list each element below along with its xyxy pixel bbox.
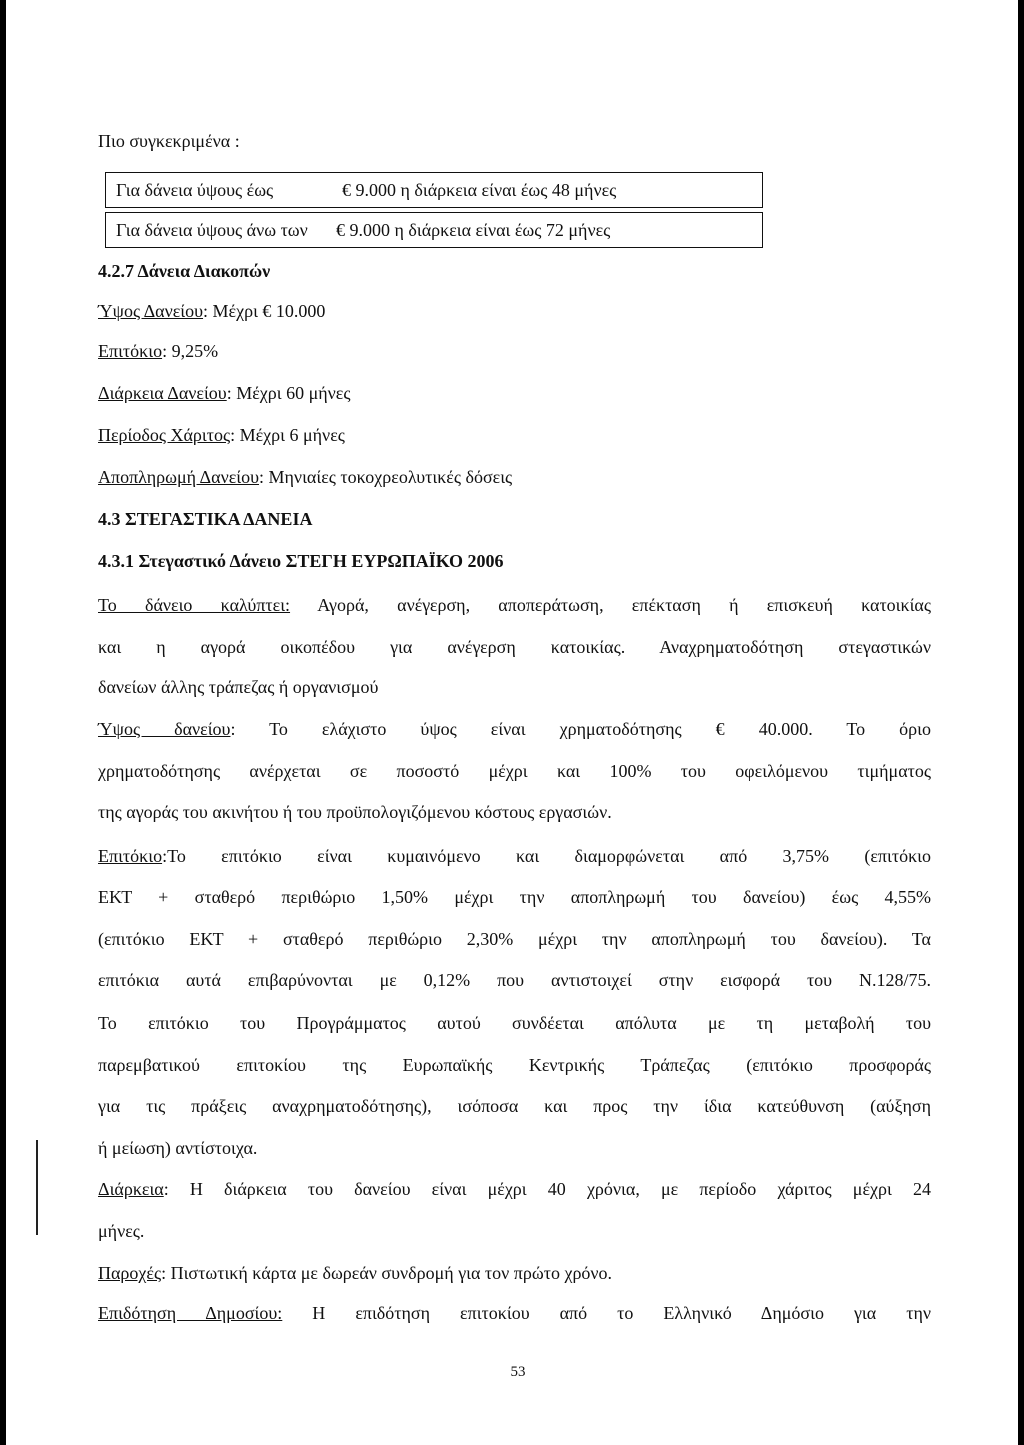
field-label: Διάρκεια Δανείου — [98, 383, 227, 403]
table-cell-right: € 9.000 η διάρκεια είναι έως 72 μήνες — [336, 220, 611, 240]
amount-line-1: Ύψος δανείου: Το ελάχιστο ύψος είναι χρηματοδότησης € 40.000. Το όριο — [98, 719, 931, 739]
field-label: Παροχές — [98, 1263, 162, 1283]
field-value: : Μηνιαίες τοκοχρεολυτικές δόσεις — [259, 467, 513, 487]
covers-line-2: και η αγορά οικοπέδου για ανέγερση κατοικίας. Αναχρηματοδότηση στεγαστικών — [98, 637, 931, 657]
repayment-line — [98, 466, 512, 488]
field-value: : Μέχρι € 10.000 — [203, 301, 326, 321]
intro-text: Πιο συγκεκριμένα : — [98, 131, 240, 151]
rate-line-4: επιτόκια αυτά επιβαρύνονται με 0,12% που αντιστοιχεί στην εισφορά του Ν.128/75. — [98, 970, 931, 990]
section-heading-4-3-1: 4.3.1 Στεγαστικό Δάνειο ΣΤΕΓΗ ΕΥΡΩΠΑΪΚΟ 2006 — [98, 551, 504, 571]
rate-line-2: ΕΚΤ + σταθερό περιθώριο 1,50% μέχρι την αποπληρωμή του δανείου) έως 4,55% — [98, 887, 931, 907]
field-label: Ύψος δανείου — [98, 719, 231, 739]
table-cell-left: Για δάνεια ύψους έως — [116, 180, 274, 200]
page-number: 53 — [510, 1364, 526, 1380]
amount-line-3: της αγοράς του ακινήτου ή του προϋπολογιζόμενου κόστους εργασιών. — [98, 802, 612, 822]
interest-rate-line — [98, 340, 218, 362]
rate-line-7: για τις πράξεις αναχρηματοδότησης), ισόποσα και προς την ίδια κατεύθυνση (αύξηση — [98, 1096, 931, 1116]
margin-rule — [36, 1140, 38, 1235]
field-label: Επιτόκιο — [98, 846, 163, 866]
table-row — [105, 172, 763, 208]
covers-line-3: δανείων άλλης τράπεζας ή οργανισμού — [98, 677, 379, 697]
table-row — [105, 212, 763, 248]
rate-line-8: ή μείωση) αντίστοιχα. — [98, 1138, 258, 1158]
field-label: Το δάνειο καλύπτει: — [98, 595, 291, 615]
table-cell-right: € 9.000 η διάρκεια είναι έως 48 μήνες — [342, 180, 617, 200]
field-label: Αποπληρωμή Δανείου — [98, 467, 260, 487]
field-value: : 9,25% — [162, 341, 219, 361]
field-label: Περίοδος Χάριτος — [98, 425, 231, 445]
benefits-line: Παροχές: Πιστωτική κάρτα με δωρεάν συνδρομή για τον πρώτο χρόνο. — [98, 1263, 613, 1283]
section-heading-4-2-7: 4.2.7 Δάνεια Διακοπών — [98, 261, 271, 281]
field-value: : Μέχρι 6 μήνες — [230, 425, 345, 445]
loan-duration-line — [98, 382, 350, 404]
rate-line-3: (επιτόκιο ΕΚΤ + σταθερό περιθώριο 2,30% μέχρι την αποπληρωμή του δανείου). Τα — [98, 929, 931, 949]
duration-line-1: Διάρκεια: Η διάρκεια του δανείου είναι μέχρι 40 χρόνια, με περίοδο χάριτος μέχρι 24 — [98, 1179, 931, 1199]
field-label: Επιτόκιο — [98, 341, 163, 361]
field-label: Επιδότηση Δημοσίου: — [98, 1303, 283, 1323]
field-label: Διάρκεια — [98, 1179, 164, 1199]
rate-line-6: παρεμβατικού επιτοκίου της Ευρωπαϊκής Κεντρικής Τράπεζας (επιτόκιο προσφοράς — [98, 1055, 931, 1075]
rate-line-1: Επιτόκιο:Το επιτόκιο είναι κυμαινόμενο και διαμορφώνεται από 3,75% (επιτόκιο — [98, 846, 931, 866]
table-cell-left: Για δάνεια ύψους άνω των — [116, 220, 308, 240]
rate-line-5: Το επιτόκιο του Προγράμματος αυτού συνδέεται απόλυτα με τη μεταβολή του — [98, 1013, 931, 1033]
loan-amount-line — [98, 300, 325, 322]
covers-line-1: Το δάνειο καλύπτει: Αγορά, ανέγερση, αποπεράτωση, επέκταση ή επισκευή κατοικίας — [98, 595, 931, 615]
section-heading-4-3: 4.3 ΣΤΕΓΑΣΤΙΚΑ ΔΑΝΕΙΑ — [98, 509, 313, 529]
field-value: : Μέχρι 60 μήνες — [226, 383, 351, 403]
grace-period-line — [98, 424, 345, 446]
subsidy-line: Επιδότηση Δημοσίου: Η επιδότηση επιτοκίου από το Ελληνικό Δημόσιο για την — [98, 1303, 931, 1323]
field-label: Ύψος Δανείου — [98, 301, 204, 321]
amount-line-2: χρηματοδότησης ανέρχεται σε ποσοστό μέχρι και 100% του οφειλόμενου τιμήματος — [98, 761, 931, 781]
duration-line-2: μήνες. — [98, 1221, 145, 1241]
